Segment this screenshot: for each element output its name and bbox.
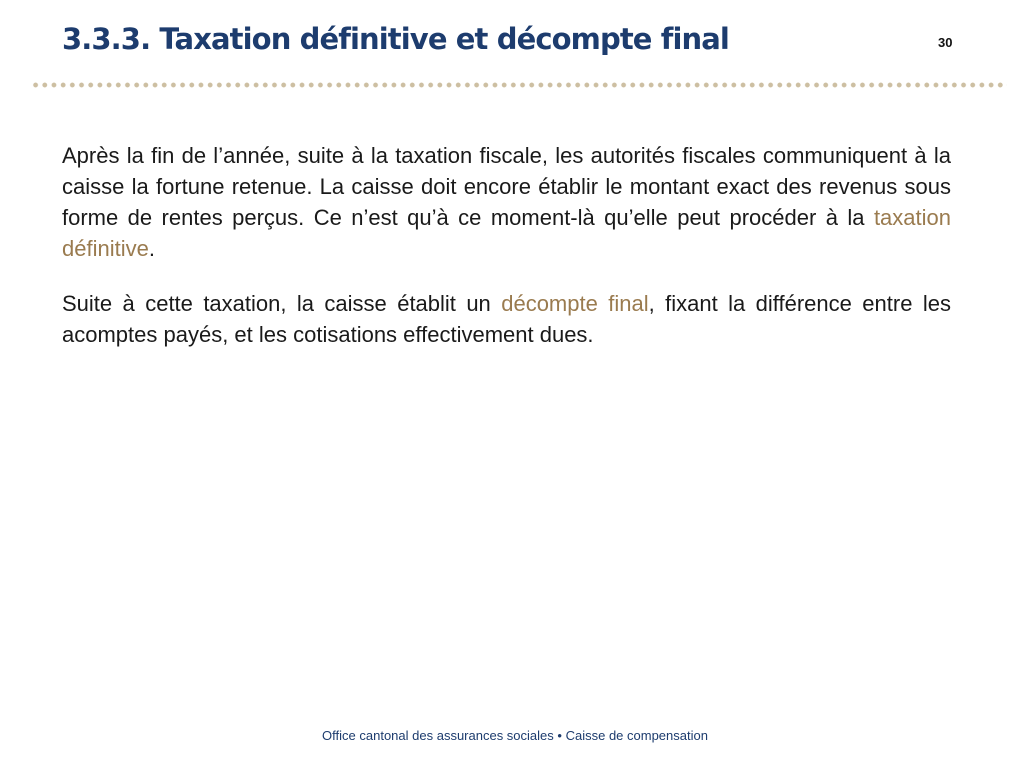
footer [0,728,1024,743]
slide-title: 3.3.3. Taxation définitive et décompte final [62,22,729,56]
paragraph-text: Après la fin de l’année, suite à la taxation fiscale, les autorités fiscales communiquent à la caisse la fortune retenue. La caisse doit encore établir le montant exact des revenus sous forme de rentes perçus. Ce n’est qu’à ce moment-là qu’elle peut procéder à la [62,143,951,230]
paragraph-text: . [148,236,155,261]
slide-body [62,140,951,374]
paragraph-taxation [62,140,951,264]
highlight-term-taxation-definitive: taxation définitive [62,205,951,261]
paragraph-text: Suite à cette taxation, la caisse établit un [62,291,502,316]
footer-separator: • [557,728,562,743]
highlight-term-decompte-final: décompte final [501,291,649,316]
paragraph-text: , fixant la différence entre les acomptes payés, et les cotisations effectivement dues. [62,291,951,347]
dotted-divider [31,80,1007,90]
footer-organization: Office cantonal des assurances sociales [322,728,554,743]
page-number: 30 [938,35,953,50]
footer-department: Caisse de compensation [565,728,708,743]
paragraph-decompte [62,288,951,350]
